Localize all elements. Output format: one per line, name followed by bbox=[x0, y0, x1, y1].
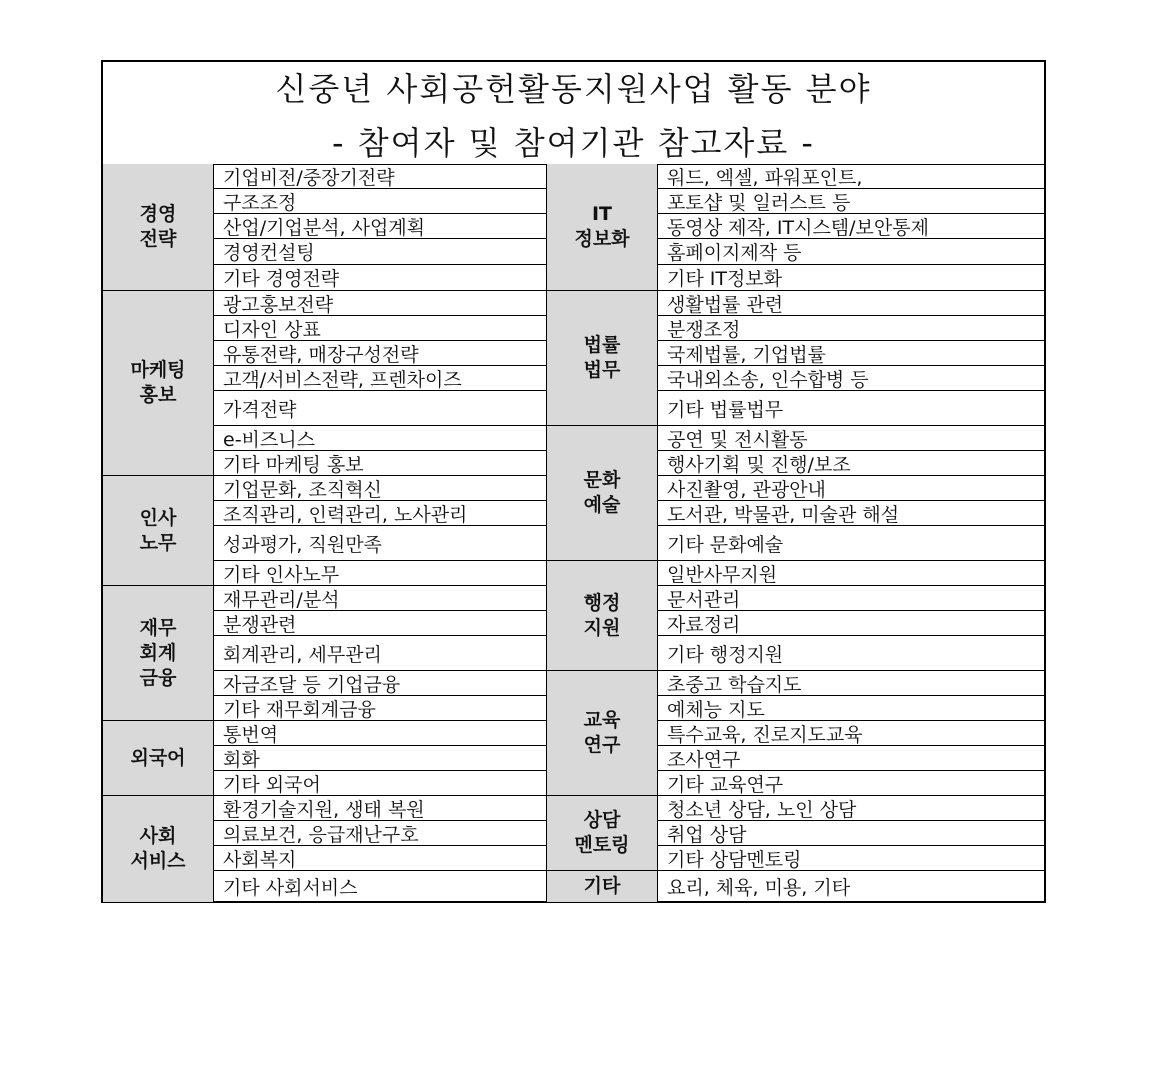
left-category-label: 인사 노무 bbox=[139, 506, 177, 554]
right-activity-item: 동영상 제작, IT시스템/보안통제 bbox=[658, 214, 1044, 239]
right-activity-item: 초중고 학습지도 bbox=[658, 671, 1044, 696]
left-activity-item: 재무관리/분석 bbox=[214, 586, 547, 611]
right-category-label: 교육 연구 bbox=[583, 709, 621, 756]
right-activity-item: 국내외소송, 인수합병 등 bbox=[658, 366, 1044, 391]
right-activity-item: 특수교육, 진로지도교육 bbox=[658, 721, 1044, 746]
right-activity-item: 예체능 지도 bbox=[658, 696, 1044, 721]
right-activity-item: 일반사무지원 bbox=[658, 561, 1044, 586]
left-activity-item: 경영컨설팅 bbox=[214, 239, 547, 265]
right-activity-item: 워드, 엑셀, 파워포인트, bbox=[658, 164, 1044, 189]
left-category-label: 사회 서비스 bbox=[130, 825, 186, 872]
left-activity-item: 사회복지 bbox=[214, 846, 547, 871]
right-activity-item: 문서관리 bbox=[658, 586, 1044, 611]
title-block bbox=[103, 62, 1044, 165]
left-category-0 bbox=[103, 164, 214, 291]
left-category-label: 마케팅 홍보 bbox=[130, 359, 186, 406]
left-activity-item: 유통전략, 매장구성전략 bbox=[214, 341, 547, 366]
left-activity-item: 고객/서비스전략, 프렌차이즈 bbox=[214, 366, 547, 391]
right-category-3 bbox=[547, 561, 658, 671]
left-activity-item: e-비즈니스 bbox=[214, 426, 547, 451]
right-activity-item: 조사연구 bbox=[658, 746, 1044, 771]
right-activity-item: 기타 문화예술 bbox=[658, 526, 1044, 561]
left-category-1 bbox=[103, 291, 214, 476]
left-activity-item: 기업문화, 조직혁신 bbox=[214, 476, 547, 501]
right-activity-item: 기타 법률법무 bbox=[658, 391, 1044, 426]
left-activity-item: 기타 경영전략 bbox=[214, 265, 547, 291]
left-activity-item: 구조조정 bbox=[214, 189, 547, 214]
left-activity-item: 산업/기업분석, 사업계획 bbox=[214, 214, 547, 239]
left-activity-item: 의료보건, 응급재난구호 bbox=[214, 821, 547, 846]
left-activity-item: 회계관리, 세무관리 bbox=[214, 636, 547, 671]
left-category-3 bbox=[103, 586, 214, 721]
left-category-2 bbox=[103, 476, 214, 586]
left-activity-item: 기타 사회서비스 bbox=[214, 871, 547, 903]
left-activity-item: 조직관리, 인력관리, 노사관리 bbox=[214, 501, 547, 526]
left-activity-item: 회화 bbox=[214, 746, 547, 771]
left-activity-item: 분쟁관련 bbox=[214, 611, 547, 636]
left-activity-item: 기타 마케팅 홍보 bbox=[214, 451, 547, 476]
right-activity-item: 공연 및 전시활동 bbox=[658, 426, 1044, 451]
right-activity-item: 분쟁조정 bbox=[658, 316, 1044, 341]
right-category-6 bbox=[547, 871, 658, 903]
left-category-4 bbox=[103, 721, 214, 796]
right-category-label: IT 정보화 bbox=[574, 203, 630, 250]
right-activity-item: 생활법률 관련 bbox=[658, 291, 1044, 316]
right-category-label: 법률 법무 bbox=[583, 334, 621, 381]
right-activity-item: 취업 상담 bbox=[658, 821, 1044, 846]
left-category-label: 경영 전략 bbox=[139, 203, 177, 250]
left-category-5 bbox=[103, 796, 214, 903]
left-activity-item: 기업비전/중장기전략 bbox=[214, 164, 547, 189]
right-category-4 bbox=[547, 671, 658, 796]
right-activity-item: 포토샵 및 일러스트 등 bbox=[658, 189, 1044, 214]
right-category-1 bbox=[547, 291, 658, 426]
right-activity-item: 국제법률, 기업법률 bbox=[658, 341, 1044, 366]
right-category-label: 행정 지원 bbox=[583, 591, 621, 639]
right-activity-item: 홈페이지제작 등 bbox=[658, 239, 1044, 265]
left-activity-item: 기타 인사노무 bbox=[214, 561, 547, 586]
left-activity-item: 자금조달 등 기업금융 bbox=[214, 671, 547, 696]
left-category-label: 외국어 bbox=[130, 746, 186, 769]
left-category-label: 재무 회계 금융 bbox=[139, 616, 177, 689]
right-activity-item: 기타 IT정보화 bbox=[658, 265, 1044, 291]
right-activity-item: 자료정리 bbox=[658, 611, 1044, 636]
right-category-2 bbox=[547, 426, 658, 561]
document-title: 신중년 사회공헌활동지원사업 활동 분야 bbox=[275, 70, 872, 108]
right-activity-item: 청소년 상담, 노인 상담 bbox=[658, 796, 1044, 821]
right-category-label: 상담 멘토링 bbox=[574, 809, 630, 856]
right-category-label: 문화 예술 bbox=[583, 469, 621, 516]
right-category-0 bbox=[547, 164, 658, 291]
left-activity-item: 기타 외국어 bbox=[214, 771, 547, 796]
left-activity-item: 가격전략 bbox=[214, 391, 547, 426]
left-activity-item: 통번역 bbox=[214, 721, 547, 746]
left-activity-item: 성과평가, 직원만족 bbox=[214, 526, 547, 561]
right-activity-item: 요리, 체육, 미용, 기타 bbox=[658, 871, 1044, 903]
left-activity-item: 디자인 상표 bbox=[214, 316, 547, 341]
right-activity-item: 기타 상담멘토링 bbox=[658, 846, 1044, 871]
document-subtitle: - 참여자 및 참여기관 참고자료 - bbox=[332, 124, 815, 162]
left-activity-item: 기타 재무회계금융 bbox=[214, 696, 547, 721]
right-activity-item: 도서관, 박물관, 미술관 해설 bbox=[658, 501, 1044, 526]
left-activity-item: 광고홍보전략 bbox=[214, 291, 547, 316]
document-table bbox=[101, 60, 1046, 903]
right-activity-item: 사진촬영, 관광안내 bbox=[658, 476, 1044, 501]
right-activity-item: 행사기획 및 진행/보조 bbox=[658, 451, 1044, 476]
right-category-label: 기타 bbox=[583, 875, 621, 897]
left-activity-item: 환경기술지원, 생태 복원 bbox=[214, 796, 547, 821]
right-category-5 bbox=[547, 796, 658, 871]
right-activity-item: 기타 교육연구 bbox=[658, 771, 1044, 796]
right-activity-item: 기타 행정지원 bbox=[658, 636, 1044, 671]
